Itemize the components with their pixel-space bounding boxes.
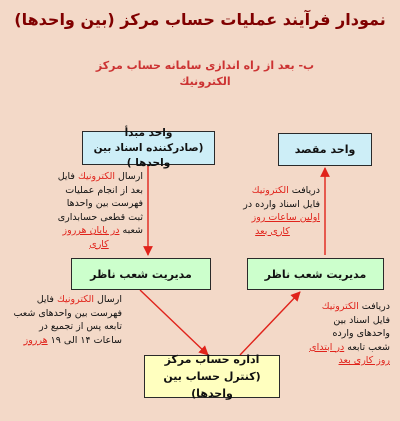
origin-unit-title: واحد مبدأ: [124, 126, 173, 139]
page-title: نمودار فرآيند عمليات حساب مركز (بين واحدها): [14, 10, 386, 29]
supervisor-box-right: [247, 258, 384, 290]
subtitle-line-2: الكترونيك: [179, 75, 231, 88]
center-account-title: اداره حساب مركز: [164, 353, 260, 366]
center-account-box: [144, 355, 280, 398]
origin-unit-box: [82, 126, 215, 169]
arrow-supervisor-to-center: [140, 290, 208, 355]
center-account-subtitle: (كنترل حساب بين واحدها): [163, 370, 261, 400]
supervisor-right-title: مديريت شعب ناظر: [264, 267, 367, 281]
supervisor-box-left: [71, 258, 211, 290]
origin-unit-subtitle: (صادركننده اسناد بين واحدها ): [93, 141, 204, 169]
note-right-bottom: دريافت الكترونيك فايل اسناد بين واحدهای وارده شعب تابعه در ابتدای روز کاری بعد: [309, 301, 390, 366]
destination-unit-title: واحد مقصد: [294, 143, 356, 156]
destination-unit-box: [278, 133, 372, 166]
note-left-top: ارسال الكترونيك فايل بعد از انجام عمليات فهرست بين واحدها ثبت قطعی حسابداری شعبه در پايان هرروز کاری: [57, 171, 143, 250]
note-right-top: دريافت الكترونيك فايل اسناد وارده در اولين ساعات روز کاری بعد: [243, 185, 320, 237]
arrow-center-to-supervisor: [240, 292, 300, 355]
supervisor-left-title: مديريت شعب ناظر: [90, 267, 192, 281]
subtitle-line-1: ب- بعد از راه اندازی سامانه حساب مركز: [95, 59, 315, 72]
note-left-bottom: ارسال الكترونيك فايل فهرست بين واحدهای شعب تابعه پس از تجميع در ساعات ۱۴ الی ۱۹ هرروز: [13, 294, 122, 346]
